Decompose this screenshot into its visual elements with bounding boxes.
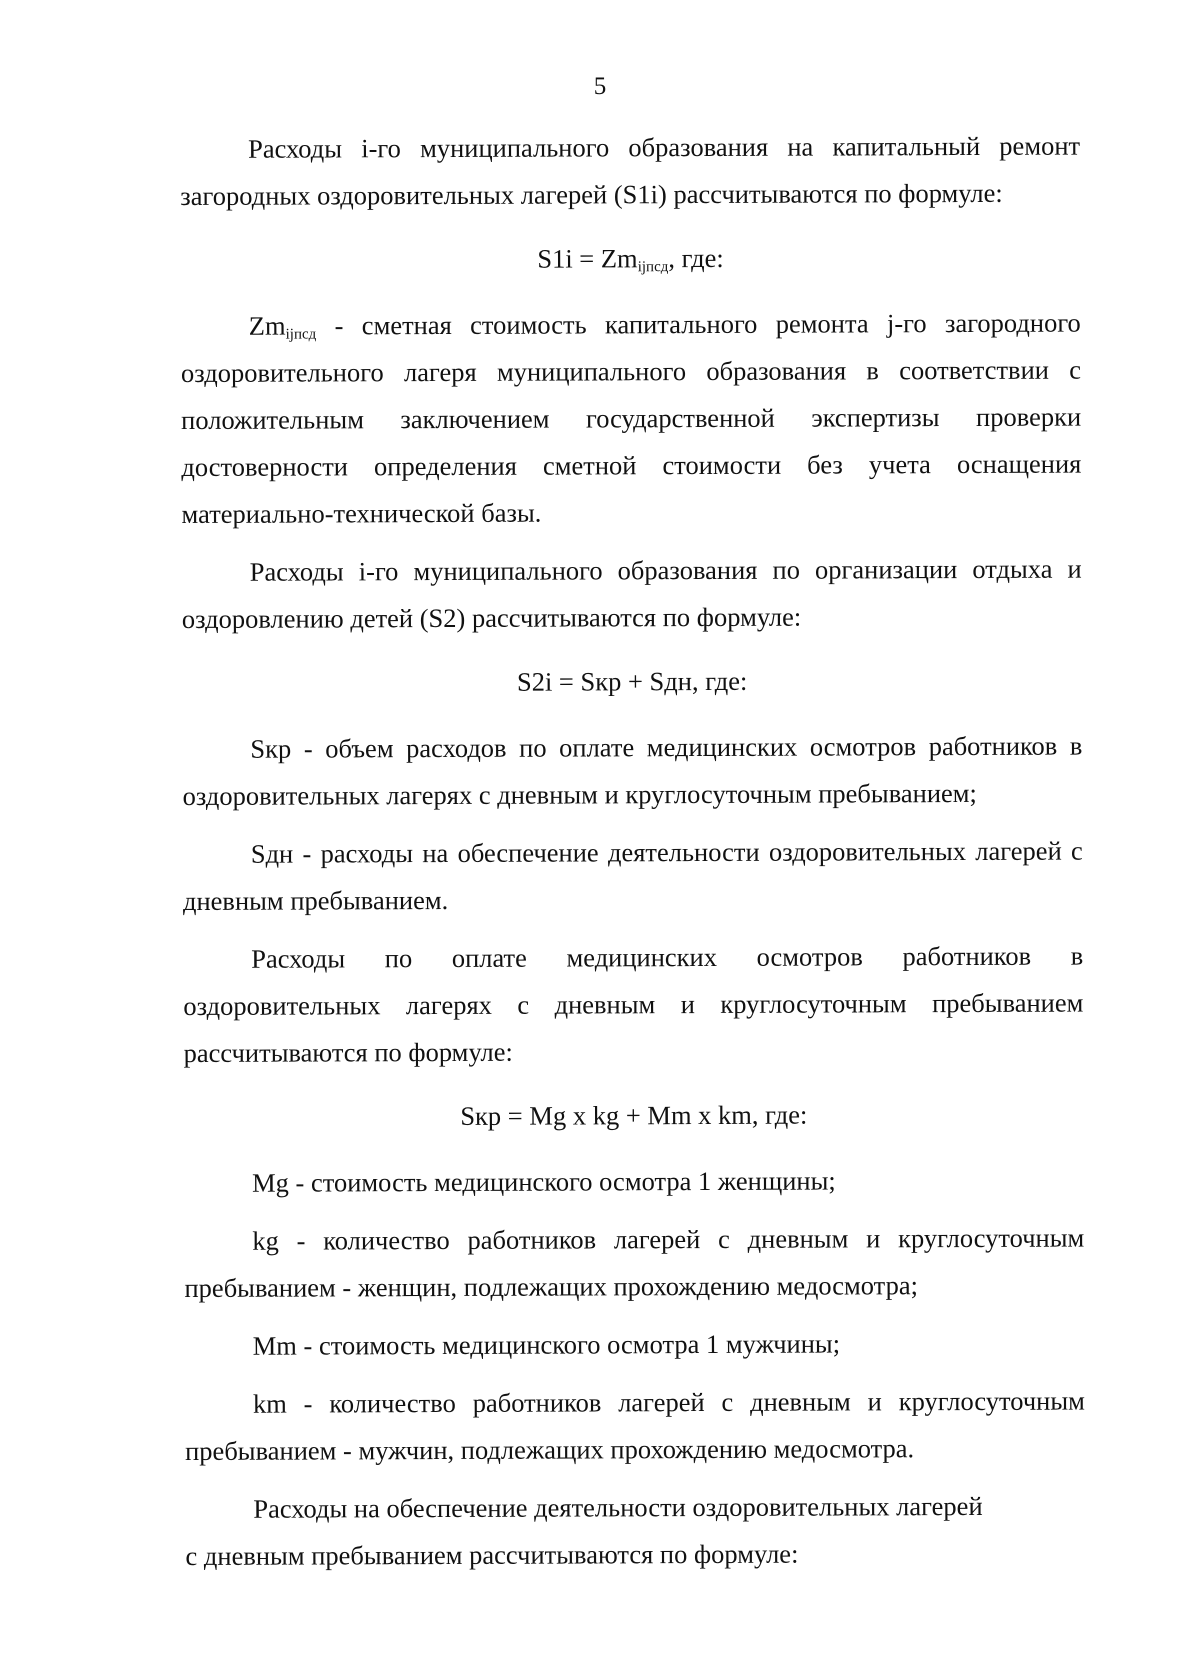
formula-s1i	[180, 234, 1080, 284]
paragraph-day-camp-intro	[185, 1483, 1085, 1580]
paragraph-sdn-definition: Sдн - расходы на обеспечение деятельности оздоровительных лагерей с дневным пребыванием.	[182, 835, 1083, 916]
paragraph-mm-definition: Mm - стоимость медицинского осмотра 1 мужчины;	[252, 1328, 841, 1361]
zm-subscript: ijпсд	[285, 326, 317, 343]
formula-s1i-left: S1i = Zm	[537, 243, 638, 274]
day-camp-intro-line-1: Расходы на обеспечение деятельности оздоровительных лагерей	[253, 1490, 983, 1524]
paragraph-mg-definition: Mg - стоимость медицинского осмотра 1 женщины;	[252, 1165, 836, 1198]
paragraph-skr-definition: Sкр - объем расходов по оплате медицинских осмотров работников в оздоровительных лагерях с дневным и круглосуточным пребыванием;	[182, 730, 1083, 811]
document-body	[180, 123, 1086, 1591]
zm-definition-text: - сметная стоимость капитального ремонта j-го загородного оздоровительного лагеря муниципального образования в соответствии с положительным заключением государственной экспертизы проверки достоверности определения сметной стоимости без учета оснащения материально-технической базы.	[180, 307, 1082, 529]
formula-s1i-right: , где:	[668, 242, 724, 274]
paragraph-recreation-intro: Расходы i-го муниципального образования по организации отдыха и оздоровлению детей (S2) рассчитываются по формуле:	[181, 553, 1082, 634]
day-camp-intro-line-2: с дневным пребыванием рассчитываются по формуле:	[185, 1538, 799, 1571]
formula-s2i: S2i = Sкр + Sдн, где:	[516, 665, 748, 697]
paragraph-capital-repair-intro: Расходы i-го муниципального образования на капитальный ремонт загородных оздоровительных лагерей (S1i) рассчитываются по формуле:	[180, 130, 1081, 211]
zm-variable: Zm	[248, 310, 286, 341]
paragraph-zm-definition	[181, 300, 1082, 538]
formula-skr: Sкр = Mg x kg + Mm x km, где:	[460, 1099, 808, 1131]
formula-s1i-subscript: ijпсд	[637, 259, 669, 276]
paragraph-kg-definition: kg - количество работников лагерей с дневным и круглосуточным пребыванием - женщин, подлежащих прохождению медосмотра;	[184, 1222, 1085, 1303]
page-number: 5	[593, 73, 607, 100]
paragraph-medical-exam-intro: Расходы по оплате медицинских осмотров работников в оздоровительных лагерях с дневным и круглосуточным пребыванием рассчитываются по формуле:	[183, 940, 1084, 1068]
paragraph-km-definition: km - количество работников лагерей с дневным и круглосуточным пребыванием - мужчин, подлежащих прохождению медосмотра.	[185, 1385, 1085, 1466]
